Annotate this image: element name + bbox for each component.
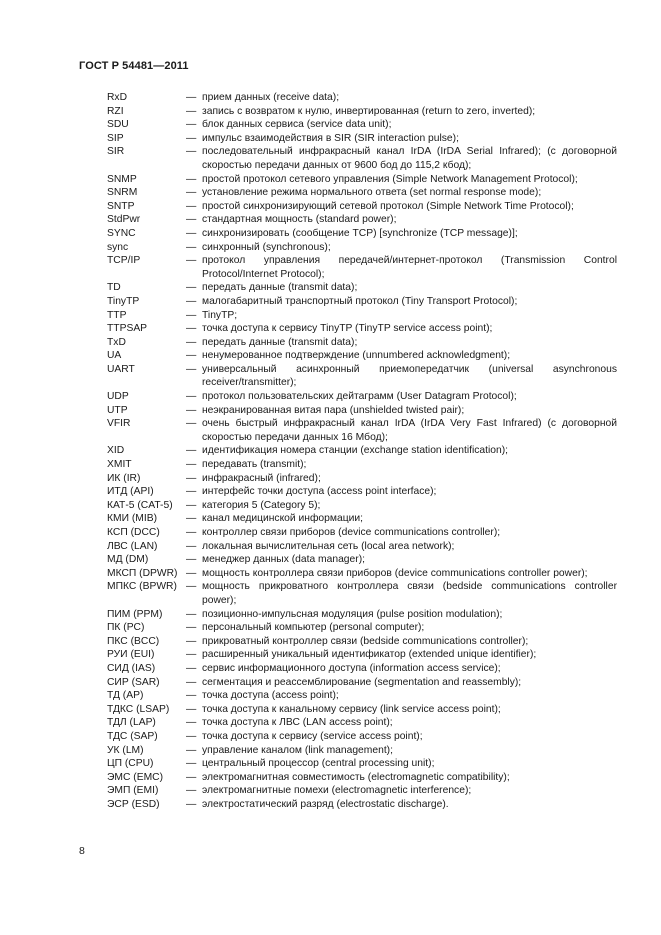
abbreviation-definition: персональный компьютер (personal computer); (202, 622, 425, 634)
abbreviation-entry (107, 499, 617, 513)
entry-dash: — (186, 105, 197, 117)
abbreviation-definition: протокол управления передачей/интернет-протокол (Transmission Control Protocol/Internet Protocol); (202, 255, 617, 280)
abbreviation-definition: передавать (transmit); (202, 459, 307, 471)
abbreviation-definition: протокол пользовательских дейтаграмм (User Datagram Protocol); (202, 391, 517, 403)
abbreviation-definition: синхронизировать (сообщение TCP) [synchronize (TCP message)]; (202, 227, 518, 239)
abbreviation-entry (107, 458, 617, 472)
abbreviation-list (107, 91, 617, 811)
abbreviation-term: sync (107, 241, 129, 253)
abbreviation-term: SNRM (107, 187, 138, 199)
abbreviation-entry (107, 798, 617, 812)
abbreviation-definition: точка доступа (access point); (202, 690, 339, 702)
entry-dash: — (186, 499, 197, 511)
abbreviation-definition: очень быстрый инфракрасный канал IrDA (IrDA Very Fast Infrared) (с договорной скоростью передачи данных 16 Мбод); (202, 418, 617, 443)
abbreviation-definition: запись с возвратом к нулю, инвертированная (return to zero, inverted); (202, 105, 536, 117)
entry-dash: — (186, 309, 197, 321)
abbreviation-term: UA (107, 350, 122, 362)
abbreviation-term: TD (107, 282, 121, 294)
entry-dash: — (186, 132, 197, 144)
abbreviation-term: ИТД (API) (107, 486, 154, 498)
abbreviation-definition: электромагнитная совместимость (electromagnetic compatibility); (202, 771, 510, 783)
abbreviation-term: SNTP (107, 200, 135, 212)
entry-dash: — (186, 200, 197, 212)
abbreviation-definition: TinyTP; (202, 309, 238, 321)
page-number: 8 (79, 845, 85, 857)
abbreviation-term: ТДЛ (LAP) (107, 717, 156, 729)
abbreviation-definition: простой протокол сетевого управления (Simple Network Management Protocol); (202, 173, 578, 185)
abbreviation-term: RxD (107, 92, 128, 103)
entry-dash: — (186, 527, 197, 538)
abbreviation-definition: идентификация номера станции (exchange station identification); (202, 445, 509, 457)
abbreviation-term: StdPwr (107, 214, 141, 226)
abbreviation-term: РУИ (EUI) (107, 649, 155, 661)
abbreviation-entry (107, 91, 617, 105)
entry-dash: — (186, 472, 197, 484)
abbreviation-entry (107, 186, 617, 200)
abbreviation-entry (107, 567, 617, 581)
abbreviation-definition: канал медицинской информации; (202, 513, 363, 525)
abbreviation-definition: стандартная мощность (standard power); (202, 214, 397, 226)
entry-dash: — (186, 690, 197, 702)
entry-dash: — (186, 323, 197, 335)
entry-dash: — (186, 350, 197, 362)
entry-dash: — (186, 567, 197, 579)
abbreviation-term: SIP (107, 132, 124, 144)
abbreviation-term: SYNC (107, 227, 136, 239)
abbreviation-term: СИД (IAS) (107, 662, 156, 674)
abbreviation-term: МД (DM) (107, 554, 149, 566)
abbreviation-entry (107, 689, 617, 703)
abbreviation-definition: импульс взаимодействия в SIR (SIR interaction pulse); (202, 132, 459, 144)
entry-dash: — (186, 744, 197, 756)
abbreviation-term: КСП (DCC) (107, 527, 160, 538)
entry-dash: — (186, 445, 197, 457)
entry-dash: — (186, 785, 197, 797)
entry-dash: — (186, 418, 197, 430)
abbreviation-definition: ненумерованное подтверждение (unnumbered acknowledgment); (202, 350, 511, 362)
entry-dash: — (186, 581, 197, 593)
abbreviation-term: ЭМС (EMC) (107, 771, 164, 783)
abbreviation-entry (107, 526, 617, 540)
abbreviation-definition: инфракрасный (infrared); (202, 472, 321, 484)
abbreviation-term: TTPSAP (107, 323, 148, 335)
abbreviation-entry (107, 309, 617, 323)
entry-dash: — (186, 703, 197, 715)
abbreviation-entry (107, 336, 617, 350)
abbreviation-entry (107, 744, 617, 758)
abbreviation-definition: локальная вычислительная сеть (local area network); (202, 540, 455, 552)
abbreviation-definition: малогабаритный транспортный протокол (Tiny Transport Protocol); (202, 295, 518, 307)
entry-dash: — (186, 363, 197, 375)
abbreviation-term: УК (LM) (107, 744, 144, 756)
abbreviation-entry (107, 227, 617, 241)
abbreviation-term: ТДС (SAP) (107, 730, 158, 742)
abbreviation-entry (107, 213, 617, 227)
abbreviation-term: КМИ (MIB) (107, 513, 158, 525)
entry-dash: — (186, 146, 197, 158)
abbreviation-entry (107, 295, 617, 309)
abbreviation-definition: точка доступа к ЛВС (LAN access point); (202, 717, 393, 729)
abbreviation-entry (107, 281, 617, 295)
abbreviation-entry (107, 132, 617, 146)
abbreviation-definition: менеджер данных (data manager); (202, 554, 365, 566)
abbreviation-entry (107, 662, 617, 676)
abbreviation-term: ПИМ (PPM) (107, 608, 163, 620)
abbreviation-term: ПКС (BCC) (107, 635, 160, 647)
abbreviation-definition: прикроватный контроллер связи (bedside communications controller); (202, 635, 529, 647)
abbreviation-definition: электромагнитные помехи (electromagnetic interference); (202, 785, 472, 797)
abbreviation-definition: точка доступа к сервису TinyTP (TinyTP service access point); (202, 323, 493, 335)
abbreviation-definition: мощность контроллера связи приборов (device communications controller power); (202, 567, 588, 579)
entry-dash: — (186, 404, 197, 416)
abbreviation-definition: синхронный (synchronous); (202, 241, 331, 253)
abbreviation-definition: простой синхронизирующий сетевой протокол (Simple Network Time Protocol); (202, 200, 574, 212)
abbreviation-term: TCP/IP (107, 255, 141, 267)
entry-dash: — (186, 662, 197, 674)
abbreviation-entry (107, 322, 617, 336)
abbreviation-term: TTP (107, 309, 127, 321)
entry-dash: — (186, 730, 197, 742)
abbreviation-entry (107, 254, 617, 281)
abbreviation-definition: установление режима нормального ответа (set normal response mode); (202, 187, 542, 199)
abbreviation-definition: передать данные (transmit data); (202, 282, 358, 294)
abbreviation-definition: универсальный асинхронный приемопередатчик (universal asynchronous receiver/transmitter); (202, 363, 617, 389)
abbreviation-term: ЭСР (ESD) (107, 798, 160, 810)
abbreviation-term: SNMP (107, 173, 137, 185)
abbreviation-definition: расширенный уникальный идентификатор (extended unique identifier); (202, 649, 537, 661)
abbreviation-definition: точка доступа к канальному сервису (link service access point); (202, 703, 501, 715)
entry-dash: — (186, 282, 197, 294)
abbreviation-entry (107, 716, 617, 730)
entry-dash: — (186, 676, 197, 688)
abbreviation-entry (107, 145, 617, 172)
abbreviation-entry (107, 105, 617, 119)
abbreviation-entry (107, 648, 617, 662)
entry-dash: — (186, 649, 197, 661)
entry-dash: — (186, 554, 197, 566)
abbreviation-entry (107, 635, 617, 649)
entry-dash: — (186, 635, 197, 647)
abbreviation-definition: точка доступа к сервису (service access point); (202, 730, 423, 742)
abbreviation-definition: интерфейс точки доступа (access point interface); (202, 486, 437, 498)
abbreviation-definition: передать данные (transmit data); (202, 336, 358, 348)
abbreviation-term: СИР (SAR) (107, 676, 160, 688)
entry-dash: — (186, 608, 197, 620)
abbreviation-entry (107, 784, 617, 798)
abbreviation-term: ЭМП (EMI) (107, 785, 159, 797)
entry-dash: — (186, 486, 197, 498)
abbreviation-entry (107, 349, 617, 363)
abbreviation-entry (107, 173, 617, 187)
abbreviation-definition: позиционно-импульсная модуляция (pulse position modulation); (202, 608, 503, 620)
abbreviation-definition: центральный процессор (central processing unit); (202, 758, 435, 770)
abbreviation-entry (107, 553, 617, 567)
entry-dash: — (186, 771, 197, 783)
entry-dash: — (186, 459, 197, 471)
entry-dash: — (186, 622, 197, 634)
abbreviation-definition: сегментация и реассемблирование (segmentation and reassembly); (202, 676, 522, 688)
abbreviation-term: UTP (107, 404, 128, 416)
abbreviation-term: SDU (107, 119, 129, 131)
abbreviation-definition: контроллер связи приборов (device communications controller); (202, 527, 501, 538)
entry-dash: — (186, 391, 197, 403)
abbreviation-definition: прием данных (receive data); (202, 92, 340, 103)
abbreviation-entry (107, 200, 617, 214)
abbreviation-term: VFIR (107, 418, 131, 430)
abbreviation-entry (107, 241, 617, 255)
abbreviation-term: ЦП (CPU) (107, 758, 154, 770)
entry-dash: — (186, 513, 197, 525)
entry-dash: — (186, 214, 197, 226)
abbreviation-entry (107, 390, 617, 404)
entry-dash: — (186, 758, 197, 770)
entry-dash: — (186, 119, 197, 131)
abbreviation-term: TinyTP (107, 295, 140, 307)
abbreviation-definition: сервис информационного доступа (information access service); (202, 662, 501, 674)
entry-dash: — (186, 255, 197, 267)
document-header: ГОСТ Р 54481—2011 (79, 60, 189, 72)
abbreviation-entry (107, 676, 617, 690)
abbreviation-entry (107, 757, 617, 771)
abbreviation-entry (107, 771, 617, 785)
abbreviation-entry (107, 621, 617, 635)
abbreviation-term: SIR (107, 146, 125, 158)
abbreviation-entry (107, 118, 617, 132)
abbreviation-term: МКСП (DPWR) (107, 567, 178, 579)
abbreviation-entry (107, 608, 617, 622)
abbreviation-entry (107, 404, 617, 418)
abbreviation-entry (107, 363, 617, 390)
abbreviation-entry (107, 485, 617, 499)
entry-dash: — (186, 173, 197, 185)
abbreviation-term: МПКС (BPWR) (107, 581, 177, 593)
entry-dash: — (186, 540, 197, 552)
entry-dash: — (186, 92, 197, 103)
abbreviation-term: ПК (PC) (107, 622, 145, 634)
abbreviation-entry (107, 580, 617, 607)
abbreviation-term: ЛВС (LAN) (107, 540, 158, 552)
abbreviation-term: XMIT (107, 459, 132, 471)
abbreviation-entry (107, 417, 617, 444)
abbreviation-term: UDP (107, 391, 129, 403)
abbreviation-entry (107, 444, 617, 458)
abbreviation-term: TxD (107, 336, 126, 348)
entry-dash: — (186, 295, 197, 307)
abbreviation-definition: категория 5 (Category 5); (202, 499, 321, 511)
entry-dash: — (186, 187, 197, 199)
abbreviation-entry (107, 730, 617, 744)
entry-dash: — (186, 241, 197, 253)
abbreviation-term: RZI (107, 105, 124, 117)
abbreviation-definition: электростатический разряд (electrostatic discharge). (202, 798, 449, 810)
entry-dash: — (186, 798, 197, 810)
abbreviation-term: ТДКС (LSAP) (107, 703, 170, 715)
abbreviation-entry (107, 512, 617, 526)
abbreviation-term: UART (107, 363, 135, 375)
entry-dash: — (186, 227, 197, 239)
abbreviation-definition: неэкранированная витая пара (unshielded twisted pair); (202, 404, 465, 416)
abbreviation-definition: управление каналом (link management); (202, 744, 393, 756)
abbreviation-term: ТД (AP) (107, 690, 144, 702)
abbreviation-entry (107, 703, 617, 717)
abbreviation-definition: блок данных сервиса (service data unit); (202, 119, 392, 131)
abbreviation-term: XID (107, 445, 125, 457)
abbreviation-definition: последовательный инфракрасный канал IrDA (IrDA Serial Infrared); (с договорной скоростью передачи данных от 9600 бод до 115,2 кбод); (202, 146, 617, 171)
abbreviation-term: КАТ-5 (CAT-5) (107, 499, 173, 511)
entry-dash: — (186, 336, 197, 348)
abbreviation-term: ИК (IR) (107, 472, 141, 484)
abbreviation-entry (107, 540, 617, 554)
abbreviation-entry (107, 472, 617, 486)
entry-dash: — (186, 717, 197, 729)
abbreviation-definition: мощность прикроватного контроллера связи (bedside communications controller power); (202, 581, 617, 606)
